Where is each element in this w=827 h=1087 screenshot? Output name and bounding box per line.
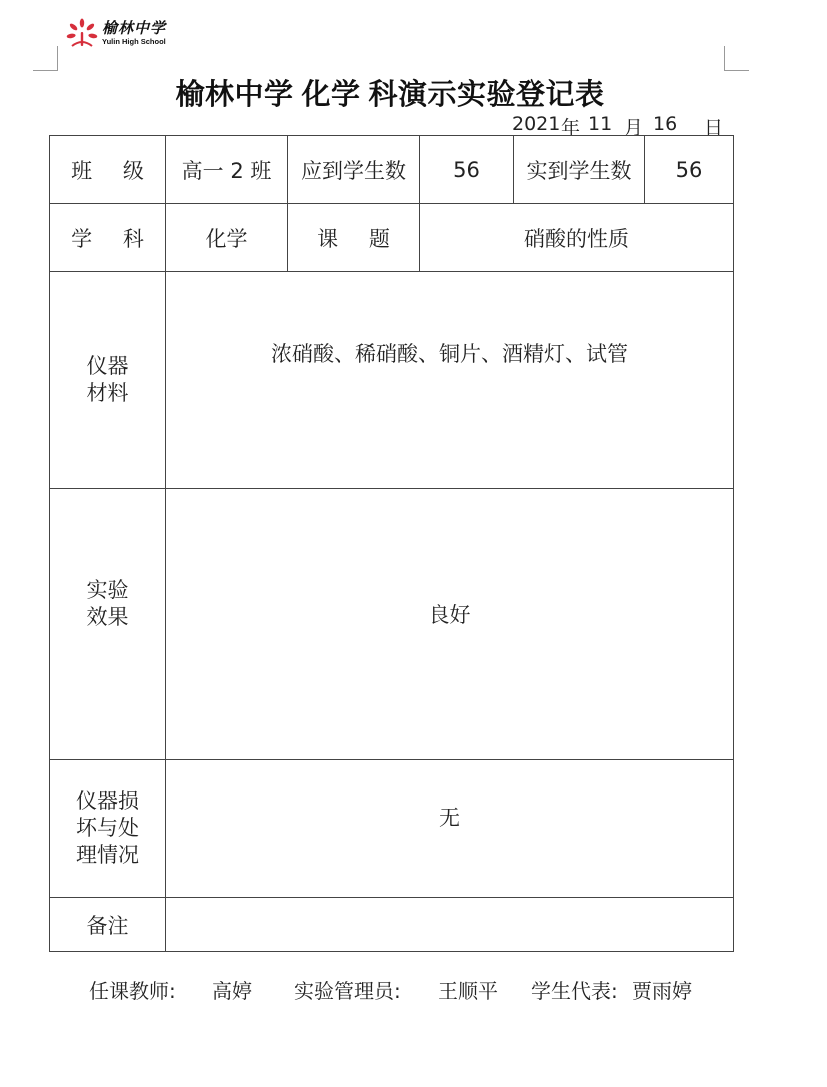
class-label: 班 级 [50,136,166,204]
effect-value [166,489,734,760]
topic-value: 硝酸的性质 [420,204,734,272]
remarks-value [166,898,734,952]
student-name: 贾雨婷 [632,979,692,1003]
table-row [50,136,734,204]
table-row [50,489,734,760]
title-school: 榆林中学 [175,77,294,111]
class-value: 高一 2 班 [166,136,288,204]
expected-students-label: 应到学生数 [288,136,420,204]
table-row [50,898,734,952]
logo-chinese-name: 榆林中学 [102,18,167,37]
remarks-label: 备注 [50,898,166,952]
school-logo [66,18,166,48]
date-day-unit: 日 [704,117,724,139]
date-month: 11 [588,113,613,135]
crop-mark-left [33,46,58,71]
effect-label [50,489,166,760]
title-rest: 科演示实验登记表 [368,77,605,111]
damage-text: 无 [439,805,460,830]
date-month-unit: 月 [624,117,644,139]
logo-english-name: Yulin High School [102,36,166,46]
materials-label-line: 材料 [86,381,129,405]
signature-footer [0,975,827,1005]
table-row [50,204,734,272]
date-year-unit: 年 [561,117,581,139]
title-subject: 化学 [301,77,361,111]
table-row [50,760,734,898]
teacher-name: 高婷 [212,979,252,1003]
student-label: 学生代表: [531,979,618,1003]
manager-label: 实验管理员: [294,979,401,1003]
date-day: 16 [653,113,678,135]
expected-students-value: 56 [420,136,514,204]
subject-label: 学 科 [50,204,166,272]
crop-mark-right [724,46,749,71]
effect-label-line: 实验 [86,577,129,602]
materials-value [166,272,734,489]
damage-label-line: 仪器损 [76,788,139,813]
materials-label-line: 仪器 [86,353,129,378]
damage-label-line: 坏与处 [76,815,139,840]
date-year: 2021 [512,113,561,135]
damage-value [166,760,734,898]
table-row [50,272,734,489]
subject-value: 化学 [166,204,288,272]
damage-label-line: 理情况 [76,843,139,868]
manager-name: 王顺平 [438,979,498,1003]
teacher-label: 任课教师: [89,979,176,1003]
page-title [60,72,720,113]
effect-text: 良好 [428,603,471,627]
topic-label: 课 题 [288,204,420,272]
materials-text: 浓硝酸、稀硝酸、铜片、酒精灯、试管 [271,342,628,366]
effect-label-line: 效果 [86,605,129,629]
damage-label [50,760,166,898]
school-emblem-icon [66,18,98,48]
actual-students-label: 实到学生数 [514,136,645,204]
materials-label [50,272,166,489]
actual-students-value: 56 [645,136,734,204]
experiment-record-table [49,135,734,952]
